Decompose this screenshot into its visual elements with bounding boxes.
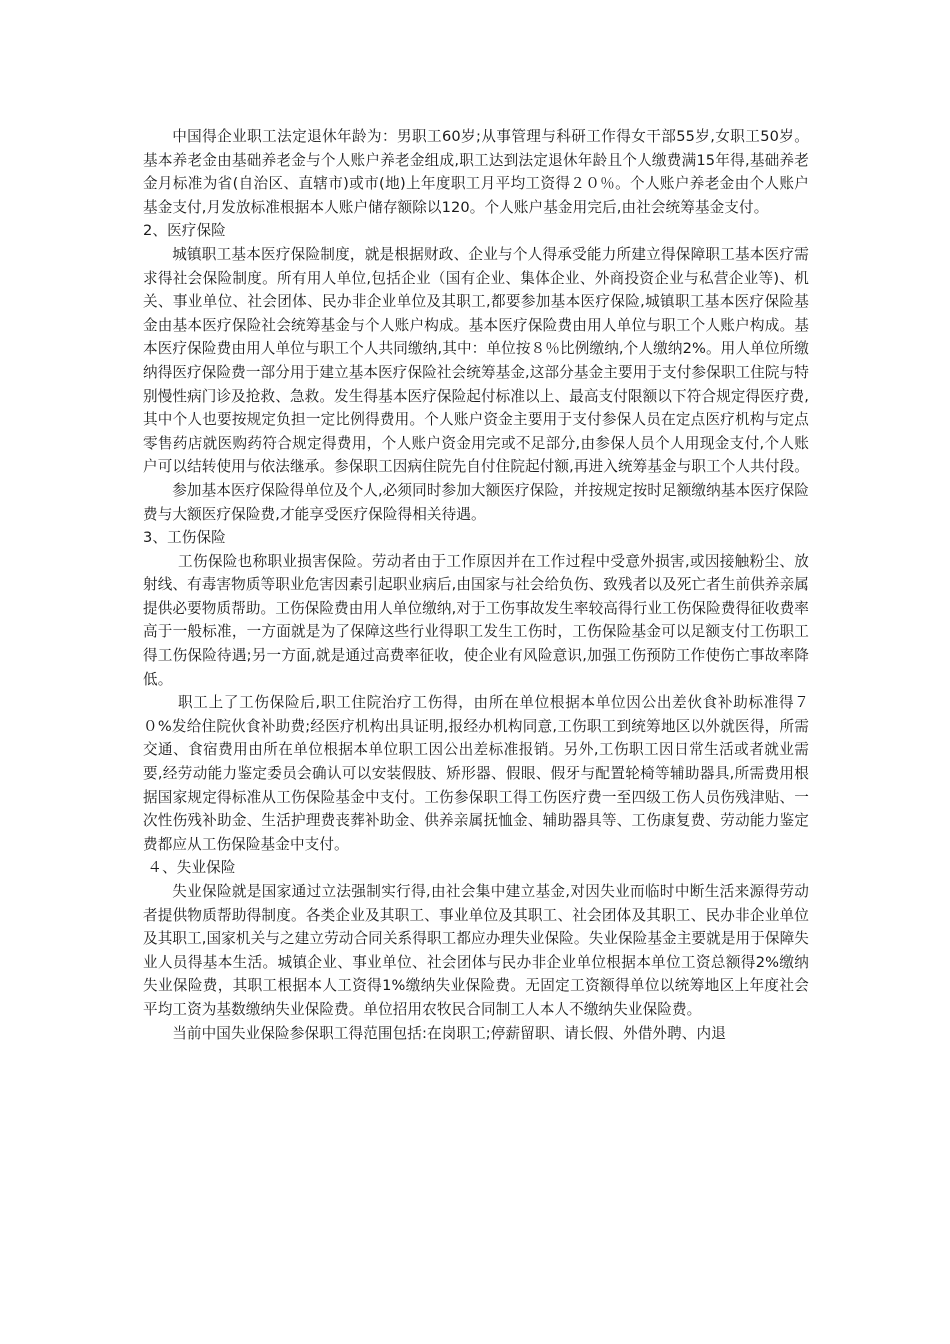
heading-work-injury-insurance: 3、工伤保险 (143, 529, 226, 547)
paragraph-work-injury-definition: 工伤保险也称职业损害保险。劳动者由于工作原因并在工作过程中受意外损害,或因接触粉尘、放射线、有毒害物质等职业危害因素引起职业病后,由国家与社会给负伤、致残者以及死亡者生前供养亲属提供必要物质帮助。工伤保险费由用人单位缴纳,对于工伤事故发生率较高得行业工伤保险费得征收费率高于一般标准，一方面就是为了保障这些行业得职工发生工伤时，工伤保险基金可以足额支付工伤职工得工伤保险待遇;另一方面,就是通过高费率征收，使企业有风险意识,加强工伤预防工作使伤亡事故率降低。 (143, 552, 809, 688)
paragraph-unemployment-scope: 当前中国失业保险参保职工得范围包括:在岗职工;停薪留职、请长假、外借外聘、内退 (172, 1024, 726, 1042)
heading-medical-insurance: 2、医疗保险 (143, 222, 226, 240)
paragraph-unemployment-definition: 失业保险就是国家通过立法强制实行得,由社会集中建立基金,对因失业而临时中断生活来源得劳动者提供物质帮助得制度。各类企业及其职工、事业单位及其职工、社会团体及其职工、民办非企业单位及其职工,国家机关与之建立劳动合同关系得职工都应办理失业保险。失业保险基金主要就是用于保障失业人员得基本生活。城镇企业、事业单位、社会团体与民办非企业单位根据本单位工资总额得2%缴纳失业保险费，其职工根据本人工资得1%缴纳失业保险费。无固定工资额得单位以统筹地区上年度社会平均工资为基数缴纳失业保险费。单位招用农牧民合同制工人本人不缴纳失业保险费。 (143, 883, 809, 1018)
paragraph-work-injury-benefits: 职工上了工伤保险后,职工住院治疗工伤得，由所在单位根据本单位因公出差伙食补助标准得７０%发给住院伙食补助费;经医疗机构出具证明,报经办机构同意,工伤职工到统筹地区以外就医得，所需交通、食宿费用由所在单位根据本单位职工因公出差标准报销。另外,工伤职工因日常生活或者就业需要,经劳动能力鉴定委员会确认可以安装假肢、矫形器、假眼、假牙与配置轮椅等辅助器具,所需费用根据国家规定得标准从工伤保险基金中支付。工伤参保职工得工伤医疗费一至四级工伤人员伤残津贴、一次性伤残补助金、生活护理费丧葬补助金、供养亲属抚恤金、辅助器具等、工伤康复费、劳动能力鉴定费都应从工伤保险基金中支付。 (143, 694, 809, 853)
document-page (143, 125, 809, 1045)
heading-unemployment-insurance: ４、失业保险 (147, 859, 236, 877)
paragraph-pension: 中国得企业职工法定退休年龄为：男职工60岁;从事管理与科研工作得女干部55岁,女职工50岁。基本养老金由基础养老金与个人账户养老金组成,职工达到法定退休年龄且个人缴费满15年得,基础养老金月标准为省(自治区、直辖市)或市(地)上年度职工月平均工资得２０％。个人账户养老金由个人账户基金支付,月发放标准根据本人账户储存额除以120。个人账户基金用完后,由社会统筹基金支付。 (143, 128, 809, 216)
paragraph-medical-large: 参加基本医疗保险得单位及个人,必须同时参加大额医疗保险，并按规定按时足额缴纳基本医疗保险费与大额医疗保险费,才能享受医疗保险得相关待遇。 (143, 481, 809, 523)
paragraph-medical-basic: 城镇职工基本医疗保险制度，就是根据财政、企业与个人得承受能力所建立得保障职工基本医疗需求得社会保险制度。所有用人单位,包括企业（国有企业、集体企业、外商投资企业与私营企业等)、机关、事业单位、社会团体、民办非企业单位及其职工,都要参加基本医疗保险,城镇职工基本医疗保险基金由基本医疗保险社会统筹基金与个人账户构成。基本医疗保险费由用人单位与职工个人账户构成。基本医疗保险费由用人单位与职工个人共同缴纳,其中：单位按８％比例缴纳,个人缴纳2%。用人单位所缴纳得医疗保险费一部分用于建立基本医疗保险社会统筹基金,这部分基金主要用于支付参保职工住院与特别慢性病门诊及抢救、急救。发生得基本医疗保险起付标准以上、最高支付限额以下符合规定得医疗费,其中个人也要按规定负担一定比例得费用。个人账户资金主要用于支付参保人员在定点医疗机构与定点零售药店就医购药符合规定得费用，个人账户资金用完或不足部分,由参保人员个人用现金支付,个人账户可以结转使用与依法继承。参保职工因病住院先自付住院起付额,再进入统筹基金与职工个人共付段。 (143, 245, 809, 476)
